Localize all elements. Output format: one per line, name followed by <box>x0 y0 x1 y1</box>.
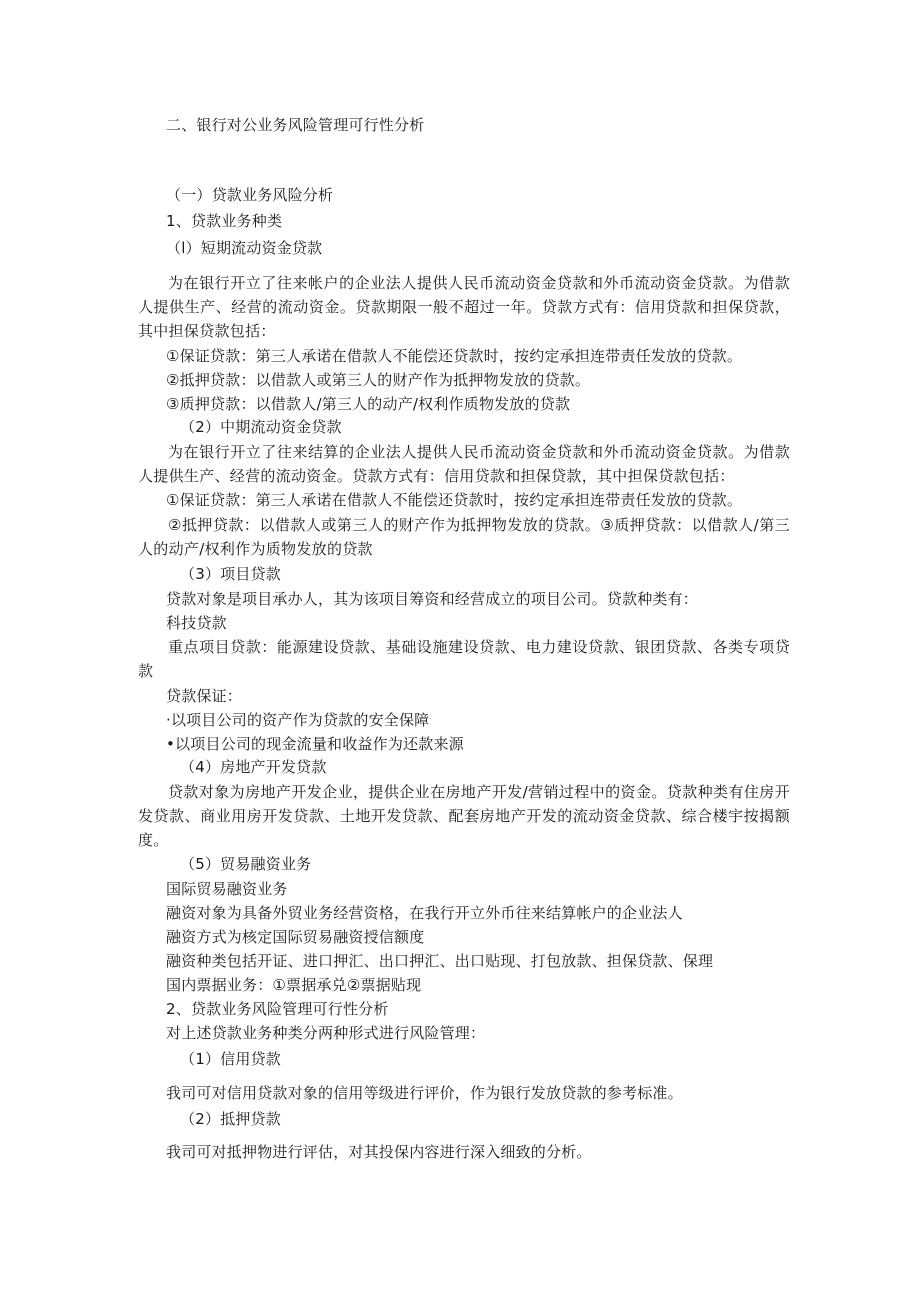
list-item: 国际贸易融资业务 <box>166 880 288 898</box>
section-title: 二、银行对公业务风险管理可行性分析 <box>166 116 425 134</box>
heading-1: 1、贷款业务种类 <box>166 212 283 230</box>
item-heading-credit: （1）信用贷款 <box>180 1050 281 1068</box>
subsection-heading: （一）贷款业务风险分析 <box>166 186 334 204</box>
list-item: 贷款保证： <box>166 687 243 705</box>
list-item: ②抵押贷款：以借款人或第三人的财产作为抵押物发放的贷款。 <box>166 371 591 389</box>
item-heading-mortgage: （2）抵押贷款 <box>180 1110 281 1128</box>
list-item: 融资种类包括开证、进口押汇、出口押汇、出口贴现、打包放款、担保贷款、保理 <box>166 952 714 970</box>
list-item: 融资对象为具备外贸业务经营资格，在我行开立外币往来结算帐户的企业法人 <box>166 904 683 922</box>
paragraph-mortgage: 我司可对抵押物进行评估，对其投保内容进行深入细致的分析。 <box>166 1143 592 1161</box>
item-heading-3: （3）项目贷款 <box>180 565 281 583</box>
item-heading-5: （5）贸易融资业务 <box>180 855 312 873</box>
list-item: ①保证贷款：第三人承诺在借款人不能偿还贷款时，按约定承担连带责任发放的贷款。 <box>166 491 743 509</box>
paragraph-collateral: ②抵押贷款：以借款人或第三人的财产作为抵押物发放的贷款。③质押贷款：以借款人/第三人的动产/权利作为质物发放的贷款 <box>138 516 790 558</box>
paragraph-short-term-loan: 为在银行开立了往来帐户的企业法人提供人民币流动资金贷款和外币流动资金贷款。为借款人提供生产、经营的流动资金。贷款期限一般不超过一年。贷款方式有：信用贷款和担保贷款，其中担保贷款包括： <box>138 274 790 340</box>
paragraph-risk-management: 对上述贷款业务种类分两种形式进行风险管理： <box>166 1024 486 1042</box>
item-heading-2: （2）中期流动资金贷款 <box>180 418 342 436</box>
item-heading-4: （4）房地产开发贷款 <box>180 758 327 776</box>
paragraph-mid-term-loan: 为在银行开立了往来结算的企业法人提供人民币流动资金贷款和外币流动资金贷款。为借款人提供生产、经营的流动资金。贷款方式有：信用贷款和担保贷款，其中担保贷款包括： <box>138 443 790 485</box>
paragraph-real-estate: 贷款对象为房地产开发企业，提供企业在房地产开发/营销过程中的资金。贷款种类有住房开发贷款、商业用房开发贷款、土地开发贷款、配套房地产开发的流动资金贷款、综合楼宇按揭额度。 <box>138 783 790 849</box>
bullet-item: ·以项目公司的资产作为贷款的安全保障 <box>166 711 430 729</box>
list-item: 融资方式为核定国际贸易融资授信额度 <box>166 928 425 946</box>
bullet-item: •以项目公司的现金流量和收益作为还款来源 <box>166 735 464 753</box>
paragraph-project-loan: 贷款对象是项目承办人，其为该项目筹资和经营成立的项目公司。贷款种类有： <box>166 590 699 608</box>
list-item: 科技贷款 <box>166 614 227 632</box>
list-item: ③质押贷款：以借款人/第三人的动产/权利作质物发放的贷款 <box>166 395 571 413</box>
paragraph-key-project: 重点项目贷款：能源建设贷款、基础设施建设贷款、电力建设贷款、银团贷款、各类专项贷款 <box>138 638 790 680</box>
paragraph-credit: 我司可对信用贷款对象的信用等级进行评价，作为银行发放贷款的参考标准。 <box>166 1084 683 1102</box>
heading-2: 2、贷款业务风险管理可行性分析 <box>166 1000 389 1018</box>
list-item: 国内票据业务：①票据承兑②票据贴现 <box>166 976 422 994</box>
item-heading-1: （l）短期流动资金贷款 <box>166 239 323 257</box>
list-item: ①保证贷款：第三人承诺在借款人不能偿还贷款时，按约定承担连带责任发放的贷款。 <box>166 347 743 365</box>
